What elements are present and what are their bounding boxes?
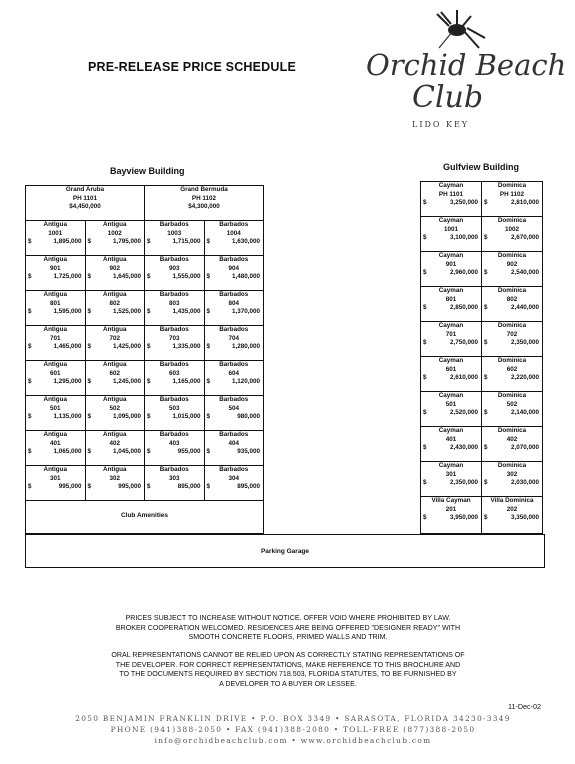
unit-cell bbox=[145, 396, 205, 431]
unit-price: $ 1,630,000 bbox=[206, 238, 260, 246]
unit-cell bbox=[204, 221, 264, 256]
unit-cell bbox=[482, 252, 543, 287]
unit-cell bbox=[145, 431, 205, 466]
unit-price: $ 1,015,000 bbox=[147, 413, 201, 421]
unit-model: Antigua bbox=[103, 396, 127, 403]
unit-number: 902 bbox=[506, 260, 518, 268]
table-row bbox=[421, 252, 543, 287]
unit-price: $ 1,795,000 bbox=[87, 238, 141, 246]
unit-price: $ 1,465,000 bbox=[28, 343, 82, 351]
unit-number: 202 bbox=[506, 505, 518, 513]
unit-model: Villa Cayman bbox=[431, 497, 471, 504]
unit-model: Villa Dominica bbox=[490, 497, 534, 504]
address-footer: 2050 BENJAMIN FRANKLIN DRIVE • P.O. BOX 3349 • SARASOTA, FLORIDA 34230-3349 PHONE (941)388-2050 • FAX (941)388-2080 • TOLL-FREE (877)388-2050 info@orchidbeachclub.com • www.orchidbeachclub.com bbox=[75, 714, 511, 745]
unit-price: $ 1,370,000 bbox=[206, 308, 260, 316]
unit-price: $ 1,595,000 bbox=[28, 308, 82, 316]
unit-cell bbox=[85, 256, 145, 291]
unit-price: $ 2,220,000 bbox=[484, 374, 539, 382]
table-row bbox=[421, 287, 543, 322]
unit-model: Cayman bbox=[438, 252, 464, 259]
page-title: PRE-RELEASE PRICE SCHEDULE bbox=[88, 60, 297, 74]
bayview-heading: Bayview Building bbox=[110, 166, 185, 176]
unit-model: Antigua bbox=[43, 396, 67, 403]
unit-price: $ 2,850,000 bbox=[423, 304, 478, 312]
unit-cell bbox=[421, 392, 482, 427]
unit-price: $ 1,480,000 bbox=[206, 273, 260, 281]
unit-price: $ 995,000 bbox=[28, 483, 82, 491]
unit-model: Antigua bbox=[43, 431, 67, 438]
unit-number: 604 bbox=[228, 369, 239, 377]
table-row bbox=[26, 396, 264, 431]
unit-number: 401 bbox=[49, 439, 61, 447]
unit-number: 902 bbox=[109, 264, 120, 272]
orchid-beach-club-logo: Orchid Beach Club LIDO KEY bbox=[352, 8, 552, 132]
unit-number: 501 bbox=[49, 404, 61, 412]
unit-model: Dominica bbox=[497, 322, 527, 329]
unit-cell bbox=[26, 396, 86, 431]
unit-model: Antigua bbox=[103, 291, 127, 298]
unit-price: $ 2,030,000 bbox=[484, 479, 539, 487]
unit-model: Antigua bbox=[43, 291, 67, 298]
unit-price: $ 935,000 bbox=[206, 448, 260, 456]
unit-price: $ 2,520,000 bbox=[423, 409, 478, 417]
table-row bbox=[421, 322, 543, 357]
unit-model: Cayman bbox=[438, 322, 464, 329]
unit-number: 1001 bbox=[48, 229, 63, 237]
unit-number: 601 bbox=[445, 365, 457, 373]
unit-model: Barbados bbox=[219, 256, 249, 263]
unit-price: $ 1,525,000 bbox=[87, 308, 141, 316]
unit-price: $ 1,165,000 bbox=[147, 378, 201, 386]
unit-model: Barbados bbox=[219, 221, 249, 228]
unit-cell bbox=[85, 221, 145, 256]
table-row bbox=[26, 326, 264, 361]
unit-cell bbox=[145, 221, 205, 256]
unit-model: Barbados bbox=[219, 326, 249, 333]
unit-cell bbox=[482, 217, 543, 252]
unit-number: 601 bbox=[49, 369, 61, 377]
unit-cell bbox=[482, 462, 543, 497]
unit-price: $ 1,095,000 bbox=[87, 413, 141, 421]
unit-number: 702 bbox=[109, 334, 120, 342]
unit-cell bbox=[204, 396, 264, 431]
table-row bbox=[26, 221, 264, 256]
unit-number: 803 bbox=[168, 299, 180, 307]
unit-price: $ 2,440,000 bbox=[484, 304, 539, 312]
unit-price: $ 1,425,000 bbox=[87, 343, 141, 351]
unit-cell bbox=[421, 217, 482, 252]
unit-cell bbox=[482, 497, 543, 534]
unit-price: $ 2,610,000 bbox=[423, 374, 478, 382]
unit-model: Dominica bbox=[497, 252, 527, 259]
unit-price: $ 2,670,000 bbox=[484, 234, 539, 242]
unit-number: PH 1101 bbox=[438, 190, 464, 198]
unit-number: 502 bbox=[109, 404, 120, 412]
unit-model: Barbados bbox=[159, 291, 189, 298]
unit-model: Cayman bbox=[438, 182, 464, 189]
unit-number: 1004 bbox=[226, 229, 241, 237]
unit-price: $ 1,295,000 bbox=[28, 378, 82, 386]
unit-number: 502 bbox=[506, 400, 518, 408]
unit-number: 903 bbox=[168, 264, 180, 272]
unit-number: 1003 bbox=[167, 229, 182, 237]
unit-number: 404 bbox=[228, 439, 239, 447]
unit-number: 403 bbox=[168, 439, 180, 447]
unit-cell bbox=[85, 466, 145, 501]
unit-model: Barbados bbox=[159, 256, 189, 263]
unit-price: $ 2,430,000 bbox=[423, 444, 478, 452]
unit-model: Barbados bbox=[159, 221, 189, 228]
unit-model: Antigua bbox=[103, 256, 127, 263]
unit-model: Dominica bbox=[497, 392, 527, 399]
table-row bbox=[26, 431, 264, 466]
unit-model: Dominica bbox=[497, 427, 527, 434]
unit-number: 801 bbox=[445, 295, 457, 303]
unit-cell bbox=[145, 326, 205, 361]
unit-cell bbox=[421, 252, 482, 287]
unit-model: Antigua bbox=[103, 221, 127, 228]
unit-price: $ 1,065,000 bbox=[28, 448, 82, 456]
unit-model: Antigua bbox=[43, 221, 67, 228]
unit-number: 302 bbox=[506, 470, 518, 478]
unit-number: 701 bbox=[49, 334, 61, 342]
unit-model: Antigua bbox=[43, 466, 67, 473]
unit-model: Cayman bbox=[438, 287, 464, 294]
unit-price: $ 2,140,000 bbox=[484, 409, 539, 417]
unit-number: 1001 bbox=[443, 225, 458, 233]
unit-price: $ 1,725,000 bbox=[28, 273, 82, 281]
unit-model: Antigua bbox=[103, 361, 127, 368]
table-row bbox=[421, 462, 543, 497]
unit-cell bbox=[26, 291, 86, 326]
unit-cell bbox=[421, 322, 482, 357]
unit-cell bbox=[85, 326, 145, 361]
unit-cell bbox=[145, 291, 205, 326]
unit-cell bbox=[26, 431, 86, 466]
unit-cell bbox=[204, 256, 264, 291]
unit-model: Barbados bbox=[159, 361, 189, 368]
unit-cell bbox=[85, 361, 145, 396]
unit-number: 703 bbox=[168, 334, 180, 342]
table-row bbox=[26, 256, 264, 291]
unit-number: 603 bbox=[168, 369, 180, 377]
unit-number: 402 bbox=[109, 439, 120, 447]
unit-cell bbox=[26, 221, 86, 256]
unit-price: $ 895,000 bbox=[147, 483, 201, 491]
penthouse-cell: Grand Aruba PH 1101 $4,450,000 bbox=[26, 186, 145, 221]
unit-price: $ 1,645,000 bbox=[87, 273, 141, 281]
unit-price: $ 1,135,000 bbox=[28, 413, 82, 421]
table-row bbox=[421, 392, 543, 427]
unit-price: $ 955,000 bbox=[147, 448, 201, 456]
unit-number: 504 bbox=[228, 404, 239, 412]
unit-model: Barbados bbox=[219, 291, 249, 298]
unit-model: Cayman bbox=[438, 462, 464, 469]
legal-disclaimer: ORAL REPRESENTATIONS CANNOT BE RELIED UPON AS CORRECTLY STATING REPRESENTATIONS OF THE DEVELOPER. FOR CORRECT REPRESENTATIONS, MAKE REFERENCE TO THIS BROCHURE AND TO THE DOCUMENTS REQUIRED BY SECTION 718.503, FLORIDA STATUTES, TO BE FURNISHED BY A DEVELOPER TO A BUYER OR LESSEE. bbox=[111, 651, 465, 688]
unit-cell bbox=[85, 396, 145, 431]
unit-price: $ 2,540,000 bbox=[484, 269, 539, 277]
unit-cell bbox=[85, 291, 145, 326]
unit-number: 401 bbox=[445, 435, 457, 443]
unit-model: Barbados bbox=[219, 466, 249, 473]
unit-price: $ 2,350,000 bbox=[484, 339, 539, 347]
unit-cell bbox=[421, 427, 482, 462]
unit-cell bbox=[482, 427, 543, 462]
unit-number: 1002 bbox=[107, 229, 122, 237]
unit-number: 304 bbox=[228, 474, 239, 482]
unit-price: $ 2,070,000 bbox=[484, 444, 539, 452]
unit-model: Cayman bbox=[438, 217, 464, 224]
unit-model: Barbados bbox=[219, 431, 249, 438]
unit-number: 801 bbox=[49, 299, 61, 307]
table-row bbox=[26, 361, 264, 396]
unit-model: Barbados bbox=[159, 466, 189, 473]
unit-cell bbox=[421, 497, 482, 534]
unit-cell bbox=[204, 291, 264, 326]
unit-price: $ 3,350,000 bbox=[484, 514, 539, 522]
unit-price: $ 1,045,000 bbox=[87, 448, 141, 456]
unit-number: 701 bbox=[445, 330, 457, 338]
gulfview-price-table bbox=[420, 181, 543, 534]
unit-model: Antigua bbox=[43, 256, 67, 263]
unit-cell bbox=[145, 361, 205, 396]
table-row bbox=[421, 497, 543, 534]
unit-number: 503 bbox=[168, 404, 180, 412]
unit-model: Dominica bbox=[497, 287, 527, 294]
pricing-notice: PRICES SUBJECT TO INCREASE WITHOUT NOTICE. OFFER VOID WHERE PROHIBITED BY LAW. BROKER COOPERATION WELCOMED. RESIDENCES ARE BEING OFFERED "DESIGNER READY" WITH SMOOTH CONCRETE FLOORS, PRIMED WALLS AND TRIM. bbox=[115, 614, 461, 642]
unit-number: 702 bbox=[506, 330, 518, 338]
unit-model: Cayman bbox=[438, 427, 464, 434]
unit-number: 602 bbox=[109, 369, 120, 377]
unit-price: $ 1,280,000 bbox=[206, 343, 260, 351]
gulfview-heading: Gulfview Building bbox=[443, 162, 519, 172]
parking-garage: Parking Garage bbox=[25, 534, 545, 568]
table-row bbox=[421, 217, 543, 252]
bayview-price-table bbox=[25, 185, 264, 501]
club-amenities: Club Amenities bbox=[25, 498, 264, 534]
unit-price: $ 2,350,000 bbox=[423, 479, 478, 487]
document-date: 11-Dec-02 bbox=[508, 702, 542, 711]
penthouse-cell: Grand Bermuda PH 1102 $4,300,000 bbox=[145, 186, 264, 221]
unit-cell bbox=[482, 322, 543, 357]
unit-cell bbox=[26, 256, 86, 291]
unit-number: 901 bbox=[49, 264, 61, 272]
unit-model: Barbados bbox=[159, 326, 189, 333]
unit-model: Antigua bbox=[43, 361, 67, 368]
table-row bbox=[26, 186, 264, 221]
unit-price: $ 980,000 bbox=[206, 413, 260, 421]
unit-cell bbox=[204, 431, 264, 466]
unit-price: $ 1,715,000 bbox=[147, 238, 201, 246]
unit-number: 802 bbox=[109, 299, 120, 307]
unit-number: 301 bbox=[445, 470, 457, 478]
unit-cell bbox=[204, 361, 264, 396]
unit-price: $ 895,000 bbox=[206, 483, 260, 491]
unit-price: $ 1,895,000 bbox=[28, 238, 82, 246]
unit-model: Cayman bbox=[438, 357, 464, 364]
unit-number: 301 bbox=[49, 474, 61, 482]
unit-model: Cayman bbox=[438, 392, 464, 399]
unit-number: 602 bbox=[506, 365, 518, 373]
unit-cell bbox=[482, 182, 543, 217]
unit-number: PH 1102 bbox=[499, 190, 525, 198]
unit-model: Dominica bbox=[497, 462, 527, 469]
unit-cell bbox=[145, 256, 205, 291]
table-row bbox=[26, 291, 264, 326]
unit-model: Barbados bbox=[159, 396, 189, 403]
unit-model: Barbados bbox=[219, 396, 249, 403]
unit-model: Antigua bbox=[103, 326, 127, 333]
unit-number: 704 bbox=[228, 334, 239, 342]
unit-price: $ 3,250,000 bbox=[423, 199, 478, 207]
unit-cell bbox=[421, 287, 482, 322]
unit-cell bbox=[421, 357, 482, 392]
table-row bbox=[421, 182, 543, 217]
table-row bbox=[26, 466, 264, 501]
unit-number: 402 bbox=[506, 435, 518, 443]
unit-number: 201 bbox=[445, 505, 457, 513]
unit-cell bbox=[85, 431, 145, 466]
unit-cell bbox=[26, 361, 86, 396]
unit-model: Dominica bbox=[497, 357, 527, 364]
unit-cell bbox=[204, 326, 264, 361]
unit-model: Barbados bbox=[219, 361, 249, 368]
unit-cell bbox=[26, 466, 86, 501]
unit-price: $ 3,950,000 bbox=[423, 514, 478, 522]
unit-cell bbox=[26, 326, 86, 361]
unit-cell bbox=[145, 466, 205, 501]
unit-price: $ 3,100,000 bbox=[423, 234, 478, 242]
unit-cell bbox=[482, 357, 543, 392]
unit-price: $ 1,435,000 bbox=[147, 308, 201, 316]
unit-cell bbox=[482, 392, 543, 427]
unit-price: $ 1,120,000 bbox=[206, 378, 260, 386]
unit-price: $ 1,245,000 bbox=[87, 378, 141, 386]
unit-price: $ 2,960,000 bbox=[423, 269, 478, 277]
unit-price: $ 2,750,000 bbox=[423, 339, 478, 347]
unit-number: 802 bbox=[506, 295, 518, 303]
unit-model: Antigua bbox=[43, 326, 67, 333]
unit-model: Antigua bbox=[103, 431, 127, 438]
unit-cell bbox=[421, 462, 482, 497]
unit-cell bbox=[482, 287, 543, 322]
unit-number: 804 bbox=[228, 299, 239, 307]
unit-cell bbox=[421, 182, 482, 217]
unit-model: Dominica bbox=[497, 182, 527, 189]
unit-number: 302 bbox=[109, 474, 120, 482]
unit-model: Barbados bbox=[159, 431, 189, 438]
unit-model: Dominica bbox=[497, 217, 527, 224]
unit-number: 901 bbox=[445, 260, 457, 268]
unit-number: 303 bbox=[168, 474, 180, 482]
unit-price: $ 1,555,000 bbox=[147, 273, 201, 281]
unit-number: 1002 bbox=[504, 225, 519, 233]
unit-price: $ 1,335,000 bbox=[147, 343, 201, 351]
unit-number: 501 bbox=[445, 400, 457, 408]
table-row bbox=[421, 357, 543, 392]
unit-model: Antigua bbox=[103, 466, 127, 473]
unit-cell bbox=[204, 466, 264, 501]
table-row bbox=[421, 427, 543, 462]
unit-price: $ 2,810,000 bbox=[484, 199, 539, 207]
unit-number: 904 bbox=[228, 264, 239, 272]
unit-price: $ 995,000 bbox=[87, 483, 141, 491]
